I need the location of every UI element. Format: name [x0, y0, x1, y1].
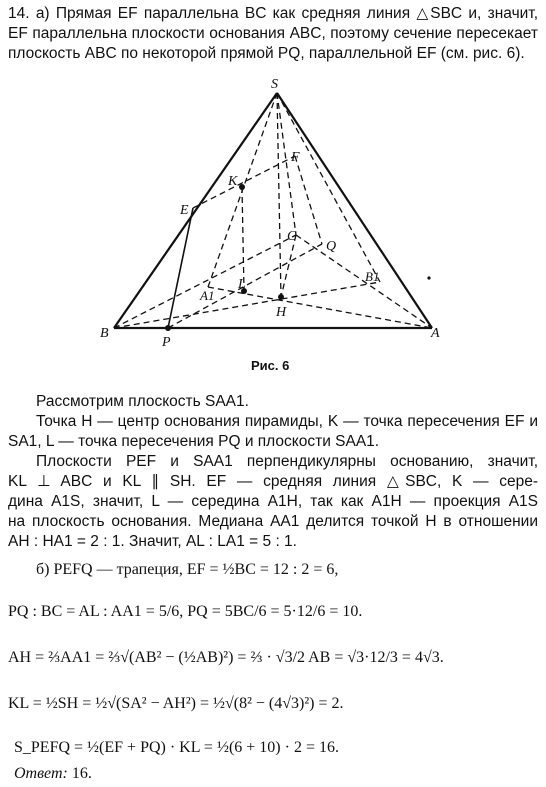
label-B: B: [100, 326, 109, 341]
label-B1: B1: [365, 269, 380, 284]
intro-line-2: EF параллельна плоскости основания ABC, поэтому сечение пересекает: [8, 25, 538, 42]
answer-label: Ответ:: [14, 765, 68, 782]
label-P: P: [162, 335, 171, 350]
solution-line-4: Плоскости PEF и SAA1 перпендикулярны основанию, значит,: [36, 453, 538, 470]
line-B-C: [114, 235, 296, 328]
dashed-lines: [114, 93, 432, 328]
solution-line-6: дина A1S, значит, L — середина A1H, так как A1H — проекция A1S: [8, 493, 538, 510]
edge-EP: [168, 208, 193, 328]
label-F: F: [291, 150, 300, 165]
edge-SB: [114, 93, 277, 328]
line-S-H: [277, 93, 281, 297]
line-K-L: [242, 187, 244, 291]
point-H: [278, 294, 284, 300]
solid-edges: [114, 93, 432, 328]
label-A1: A1: [200, 288, 215, 303]
intro-line-3: плоскость ABC по некоторой прямой PQ, параллельной EF (см. рис. 6).: [8, 45, 525, 62]
stray-dot: [427, 276, 430, 279]
figure-caption: Рис. 6: [251, 358, 290, 373]
solution-line-7: на плоскость основания. Медиана AA1 делится точкой H в отношении: [8, 513, 538, 530]
formula-area: S_PEFQ = ½(EF + PQ) · KL = ½(6 + 10) · 2 = 16.: [14, 739, 339, 756]
line-C-A: [296, 235, 432, 328]
intro-line-1: 14. а) Прямая EF параллельна BC как средняя линия △SBC и, значит,: [8, 5, 538, 22]
point-P: [165, 325, 171, 331]
line-EF: [193, 156, 295, 208]
solution-line-3: SA1, L — точка пересечения PQ и плоскости SAA1.: [8, 433, 380, 450]
point-K: [239, 184, 245, 190]
label-H: H: [276, 305, 287, 320]
label-L: L: [238, 277, 246, 292]
answer: [14, 764, 92, 784]
solution-line-2: Точка H — центр основания пирамиды, K — точка пересечения EF и: [36, 413, 538, 430]
line-A1-A: [208, 287, 432, 328]
solution-line-5: KL ⊥ ABC и KL ∥ SH. EF — средняя линия △SBC, K — сере-: [8, 473, 538, 490]
answer-value: 16.: [71, 765, 92, 782]
label-K: K: [228, 174, 238, 189]
formula-ah: AH = ⅔AA1 = ⅔√(AB² − (½AB)²) = ⅔ · √3/2 AB = √3·12/3 = 4√3.: [8, 649, 444, 666]
formula-trapezoid: б) PEFQ — трапеция, EF = ½BC = 12 : 2 = 6,: [36, 561, 339, 578]
formula-kl: KL = ½SH = ½√(SA² − AH²) = ½√(8² − (4√3)²) = 2.: [8, 695, 344, 712]
formula-pq: PQ : BC = AL : AA1 = 5/6, PQ = 5BC/6 = 5·12/6 = 10.: [8, 603, 363, 620]
solution-line-8: AH : HA1 = 2 : 1. Значит, AL : LA1 = 5 : 1.: [8, 533, 297, 550]
label-E: E: [180, 203, 189, 218]
label-C: C: [287, 229, 297, 244]
label-A: A: [431, 326, 440, 341]
line-C-H: [281, 235, 296, 297]
label-Q: Q: [326, 239, 337, 254]
line-B-B1: [114, 282, 380, 328]
points: [165, 184, 431, 331]
edge-SA: [277, 93, 432, 328]
line-F-Q: [295, 156, 322, 244]
solution-line-1: Рассмотрим плоскость SAA1.: [36, 393, 249, 410]
label-S: S: [271, 77, 278, 92]
